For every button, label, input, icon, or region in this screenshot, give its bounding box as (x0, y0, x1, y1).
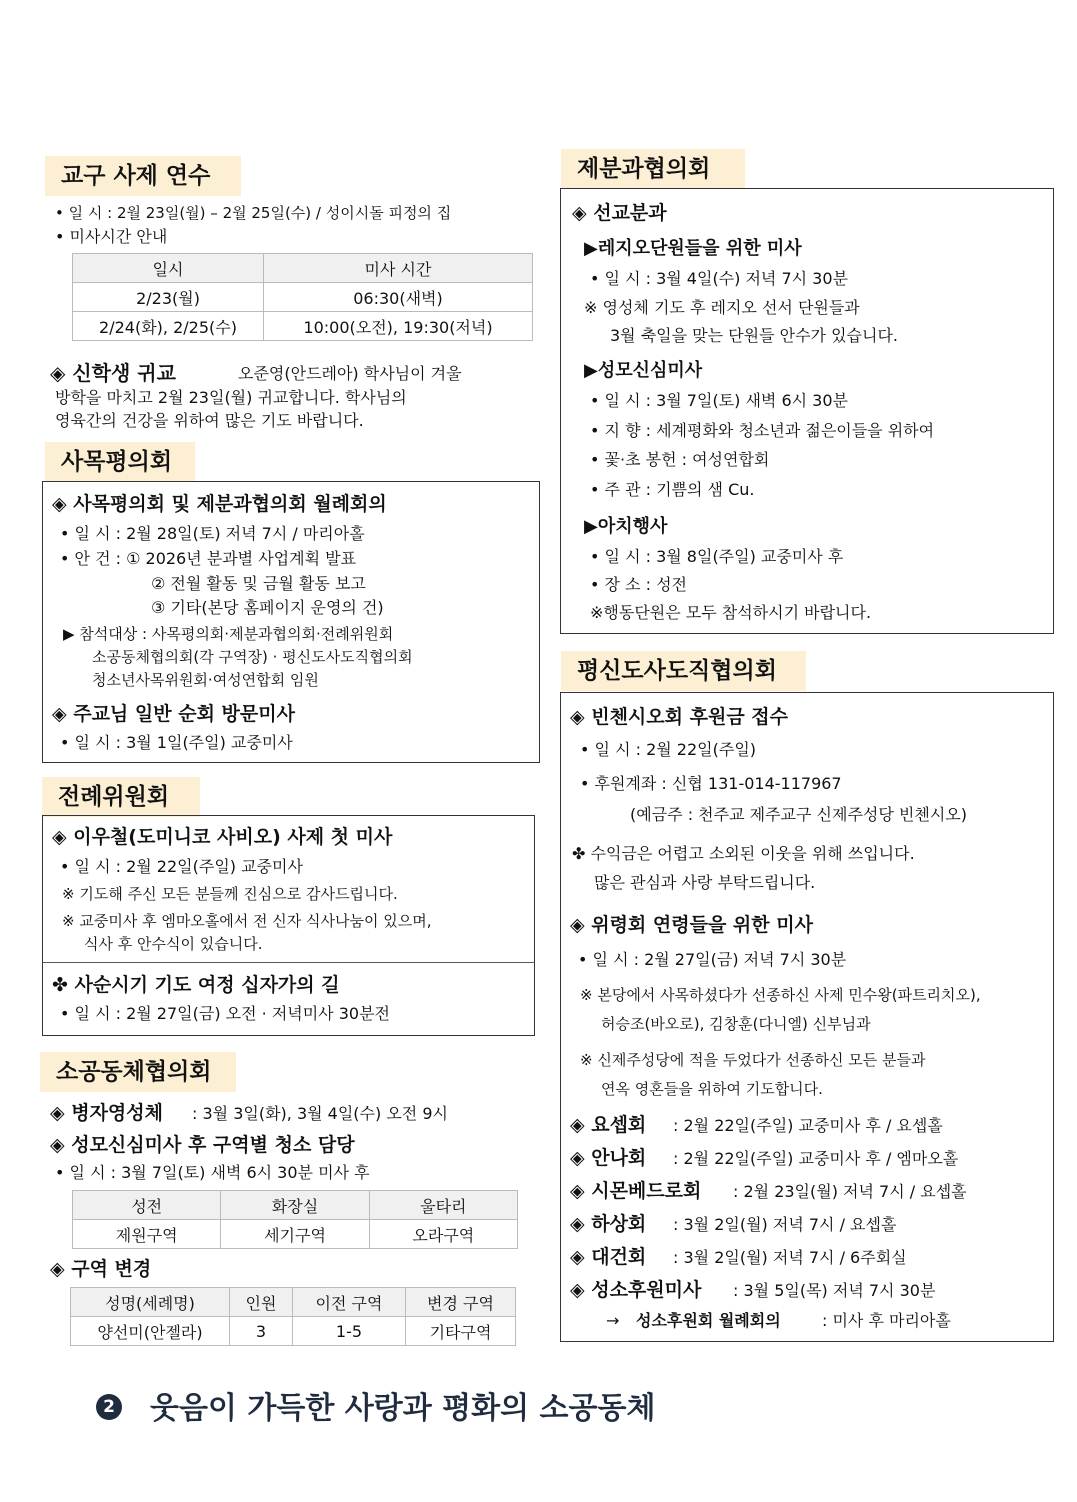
table-header: 인원 (230, 1288, 293, 1317)
first-mass-note: ※ 교중미사 후 엠마오홀에서 전 신자 식사나눔이 있으며, (62, 912, 432, 930)
group-meeting-name: ◈ 하상회 (570, 1213, 647, 1235)
table-cell: 10:00(오전), 19:30(저녁) (264, 312, 533, 341)
footer-slogan: 웃음이 가득한 사랑과 평화의 소공동체 (150, 1391, 656, 1426)
district-change-table (70, 1287, 516, 1346)
group-meeting-name: ◈ 안나회 (570, 1147, 647, 1169)
table-header: 성명(세례명) (71, 1288, 230, 1317)
acies-title: ▶아치행사 (584, 516, 668, 537)
marian-mass-title: ▶성모신심미사 (584, 360, 703, 381)
table-cell: 제원구역 (73, 1220, 221, 1249)
table-cell: 세기구역 (221, 1220, 369, 1249)
first-mass-note: ※ 기도해 주신 모든 분들께 진심으로 감사드립니다. (62, 885, 398, 903)
table-cell: 오라구역 (369, 1220, 517, 1249)
table-cell: 기타구역 (406, 1317, 516, 1346)
table-header: 성전 (73, 1191, 221, 1220)
legio-mass-note: ※ 영성체 기도 후 레지오 선서 단원들과 (584, 298, 860, 317)
mission-committee-title: ◈ 선교분과 (572, 202, 667, 224)
page-footer (96, 1383, 655, 1427)
vincent-donation-date: • 일 시 : 2월 22일(주일) (580, 740, 757, 759)
group-meeting-name: ◈ 시몬베드로회 (570, 1180, 702, 1202)
page-number-badge: 2 (96, 1394, 122, 1420)
table-cell: 양선미(안젤라) (71, 1317, 230, 1346)
table-cell: 06:30(새벽) (264, 283, 533, 312)
mass-time-table (72, 253, 533, 341)
table-cell: 2/24(화), 2/25(수) (73, 312, 264, 341)
table-header: 울타리 (369, 1191, 517, 1220)
agenda-line: • 안 건 : ① 2026년 분과별 사업계획 발표 (60, 549, 357, 568)
section-title-liturgy: 전례위원회 (42, 777, 200, 817)
seminarian-return-text: 오준영(안드레아) 학사님이 겨울 (238, 364, 462, 383)
group-meeting-detail: : 2월 22일(주일) 교중미사 후 / 엠마오홀 (673, 1149, 959, 1168)
table-cell: 2/23(월) (73, 283, 264, 312)
legio-mass-date: • 일 시 : 3월 4일(수) 저녁 7시 30분 (590, 269, 849, 288)
acies-note: ※행동단원은 모두 참석하시기 바랍니다. (590, 603, 872, 622)
seminarian-return-title: ◈ 신학생 귀교 (50, 361, 176, 385)
vincent-donation-holder: (예금주 : 천주교 제주교구 신제주성당 빈첸시오) (630, 805, 967, 824)
memorial-mass-note: ※ 본당에서 사목하셨다가 선종하신 사제 민수왕(파트리치오), (580, 986, 981, 1004)
cleaning-duty-table (72, 1190, 518, 1249)
section-title-lay-apostolate: 평신도사도직협의회 (561, 651, 806, 691)
bishop-visit-title: ◈ 주교님 일반 순회 방문미사 (52, 703, 295, 725)
seminarian-return-text: 방학을 마치고 2월 23일(월) 귀교합니다. 학사님의 (55, 388, 407, 407)
divider (42, 962, 535, 963)
group-meeting-detail: : 2월 23일(월) 저녁 7시 / 요셉홀 (733, 1182, 967, 1201)
section-title-priest-training: 교구 사제 연수 (45, 156, 241, 196)
monthly-meeting-title: ◈ 사목평의회 및 제분과협의회 월례회의 (52, 493, 387, 515)
priest-training-schedule: • 일 시 : 2월 23일(월) – 2월 25일(수) / 성이시돌 피정의 집 (55, 204, 452, 222)
section-title-committees: 제분과협의회 (561, 149, 745, 189)
vocation-meeting-title: 성소후원회 월례회의 (636, 1311, 781, 1330)
monthly-meeting-date: • 일 시 : 2월 28일(토) 저녁 7시 / 마리아홀 (60, 524, 365, 543)
vocation-meeting-arrow: → (606, 1311, 620, 1330)
legio-mass-note: 3월 축일을 맞는 단원들 안수가 있습니다. (610, 326, 898, 345)
table-header: 화장실 (221, 1191, 369, 1220)
first-mass-date: • 일 시 : 2월 22일(주일) 교중미사 (60, 857, 303, 876)
table-cell: 3 (230, 1317, 293, 1346)
vocation-meeting-detail: : 미사 후 마리아홀 (822, 1311, 951, 1330)
marian-mass-date: • 일 시 : 3월 7일(토) 새벽 6시 30분 (590, 391, 849, 410)
legio-mass-title: ▶레지오단원들을 위한 미사 (584, 238, 802, 259)
section-title-pastoral-council: 사목평의회 (45, 442, 195, 482)
vincent-donation-note: ✤ 수익금은 어렵고 소외된 이웃을 위해 쓰입니다. (572, 844, 915, 863)
table-header: 이전 구역 (293, 1288, 406, 1317)
group-meeting-name: ◈ 대건회 (570, 1246, 647, 1268)
first-mass-note: 식사 후 안수식이 있습니다. (84, 935, 263, 953)
memorial-mass-title: ◈ 위령회 연령들을 위한 미사 (570, 914, 813, 936)
vincent-donation-title: ◈ 빈첸시오회 후원금 접수 (570, 706, 788, 728)
memorial-mass-date: • 일 시 : 2월 27일(금) 저녁 7시 30분 (578, 950, 847, 969)
stations-of-cross-date: • 일 시 : 2월 27일(금) 오전 · 저녁미사 30분전 (60, 1004, 390, 1023)
sick-communion-title: ◈ 병자영성체 (50, 1102, 163, 1124)
cleaning-duty-title: ◈ 성모신심미사 후 구역별 청소 담당 (50, 1134, 355, 1156)
group-meeting-name: ◈ 요셉회 (570, 1114, 647, 1136)
first-mass-title: ◈ 이우철(도미니코 사비오) 사제 첫 미사 (52, 826, 393, 848)
table-cell: 1-5 (293, 1317, 406, 1346)
acies-place: • 장 소 : 성전 (590, 575, 687, 594)
group-meeting-name: ◈ 성소후원미사 (570, 1279, 702, 1301)
seminarian-return-text: 영육간의 건강을 위하여 많은 기도 바랍니다. (55, 411, 364, 430)
attendees-line: 청소년사목위원회·여성연합회 임원 (92, 671, 319, 689)
marian-mass-offering: • 꽃·초 봉헌 : 여성연합회 (590, 450, 770, 469)
agenda-line: ③ 기타(본당 홈페이지 운영의 건) (151, 598, 384, 617)
marian-mass-host: • 주 관 : 기쁨의 샘 Cu. (590, 480, 755, 499)
acies-date: • 일 시 : 3월 8일(주일) 교중미사 후 (590, 547, 844, 566)
cleaning-duty-date: • 일 시 : 3월 7일(토) 새벽 6시 30분 미사 후 (55, 1163, 370, 1182)
bishop-visit-date: • 일 시 : 3월 1일(주일) 교중미사 (60, 733, 293, 752)
attendees-line: ▶ 참석대상 : 사목평의회·제분과협의회·전례위원회 (63, 625, 394, 643)
memorial-mass-note: ※ 신제주성당에 적을 두었다가 선종하신 모든 분들과 (580, 1051, 926, 1069)
table-header: 변경 구역 (406, 1288, 516, 1317)
group-meeting-detail: : 3월 2일(월) 저녁 7시 / 6주회실 (673, 1248, 907, 1267)
table-header: 미사 시간 (264, 254, 533, 283)
mass-time-guide: • 미사시간 안내 (55, 227, 168, 246)
marian-mass-intention: • 지 향 : 세계평화와 청소년과 젊은이들을 위하여 (590, 421, 935, 440)
group-meeting-detail: : 3월 2일(월) 저녁 7시 / 요셉홀 (673, 1215, 897, 1234)
attendees-line: 소공동체협의회(각 구역장) · 평신도사도직협의회 (92, 648, 413, 666)
memorial-mass-note: 연옥 영혼들을 위하여 기도합니다. (601, 1080, 823, 1098)
group-meeting-detail: : 2월 22일(주일) 교중미사 후 / 요셉홀 (673, 1116, 943, 1135)
section-title-small-community: 소공동체협의회 (40, 1052, 236, 1092)
vincent-donation-account: • 후원계좌 : 신협 131-014-117967 (580, 774, 842, 793)
agenda-line: ② 전월 활동 및 금월 활동 보고 (151, 574, 366, 593)
table-header: 일시 (73, 254, 264, 283)
memorial-mass-note: 허승조(바오로), 김창훈(다니엘) 신부님과 (601, 1015, 871, 1033)
stations-of-cross-title: ✤ 사순시기 기도 여정 십자가의 길 (52, 974, 340, 996)
vincent-donation-note: 많은 관심과 사랑 부탁드립니다. (594, 873, 816, 892)
group-meeting-detail: : 3월 5일(목) 저녁 7시 30분 (733, 1281, 936, 1300)
district-change-title: ◈ 구역 변경 (50, 1258, 152, 1280)
sick-communion-date: : 3월 3일(화), 3월 4일(수) 오전 9시 (192, 1104, 448, 1123)
